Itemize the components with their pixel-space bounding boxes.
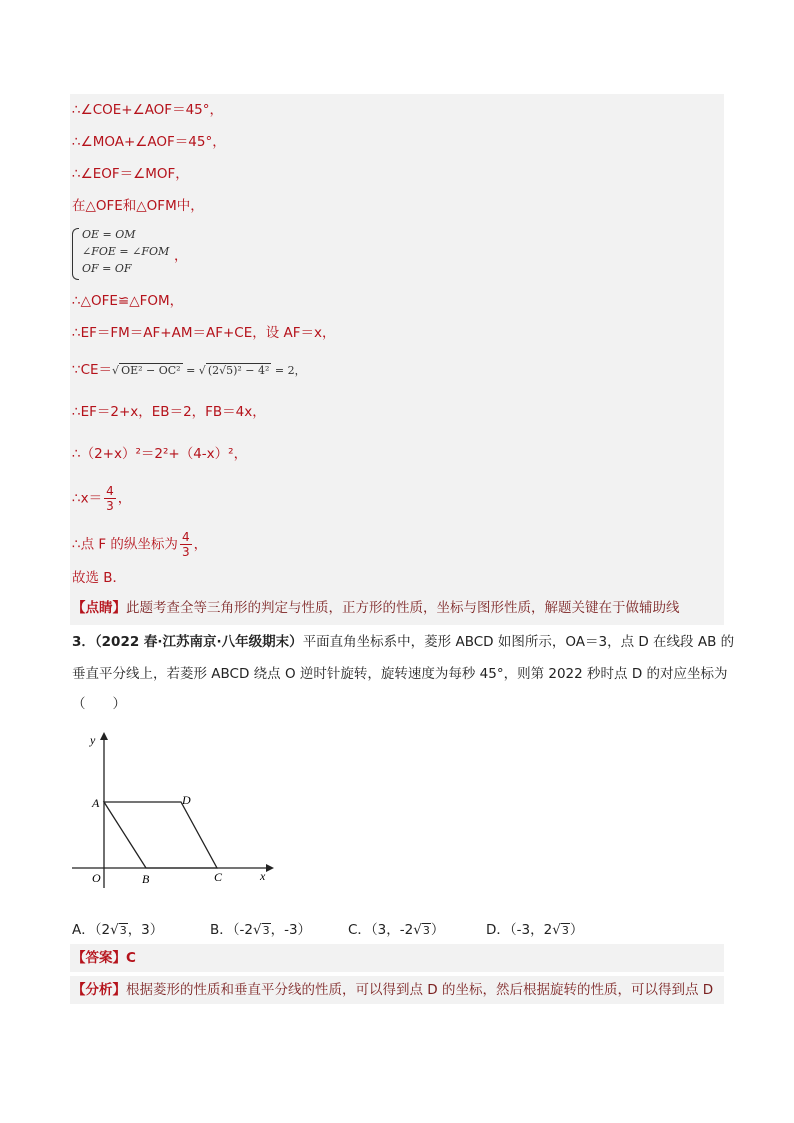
label-x: x	[260, 869, 266, 883]
line-7-prefix: ∵CE＝	[72, 362, 113, 378]
x-axis-arrow	[266, 864, 274, 872]
system-row-3: OF = OF	[82, 262, 132, 275]
solution-line-8: ∴EF＝2+x，EB＝2，FB＝4x，	[72, 404, 266, 420]
comment-line	[72, 598, 680, 618]
fraction-f-denominator: 3	[181, 545, 190, 559]
fraction-f-numerator: 4	[181, 530, 190, 544]
comment-tag: 【点睛】	[72, 600, 126, 616]
line-7-equals: =	[182, 364, 199, 377]
label-o: O	[92, 871, 101, 885]
analysis-tag: 【分析】	[72, 982, 126, 998]
answer-line	[72, 948, 136, 968]
system-comma: ，	[174, 248, 188, 264]
line-11-prefix: ∴点 F 的纵坐标为	[72, 536, 178, 553]
question-source: （2022 春·江苏南京·八年级期末）	[94, 634, 303, 650]
option-b-suffix: ，-3）	[270, 922, 312, 938]
label-a: A	[92, 796, 100, 810]
label-y: y	[90, 733, 96, 747]
rhombus-abcd	[104, 802, 217, 868]
solution-line-9: ∴（2+x）²＝2²+（4-x）²，	[72, 446, 248, 462]
option-d-suffix: ）	[569, 922, 584, 938]
fraction-f	[180, 530, 192, 559]
solution-line-5: ∴△OFE≌△FOM，	[72, 293, 184, 309]
label-b: B	[142, 872, 150, 886]
option-a-prefix: A．（2	[72, 922, 111, 938]
option-a-radicand: 3	[119, 924, 127, 937]
analysis-line	[72, 980, 713, 1000]
comment-text: 此题考查全等三角形的判定与性质，正方形的性质，坐标与图形性质，解题关键在于做辅助线	[126, 600, 680, 616]
solution-line-1: ∴∠COE+∠AOF＝45°，	[72, 102, 224, 118]
question-number: 3．	[72, 634, 95, 650]
solution-line-11	[72, 530, 207, 559]
radical-a: √ OE² − OC²	[112, 364, 181, 377]
system-row-2: ∠FOE = ∠FOM	[82, 245, 170, 258]
line-11-end: ，	[193, 536, 208, 553]
label-c: C	[214, 870, 223, 884]
radicand-a: OE² − OC²	[121, 364, 181, 377]
line-7-result: = 2，	[271, 364, 306, 377]
question-line-1	[72, 632, 734, 652]
analysis-text: 根据菱形的性质和垂直平分线的性质，可以得到点 D 的坐标，然后根据旋转的性质，可以得到点 D	[126, 982, 714, 998]
radical-b: √ (2√5)² − 4²	[198, 364, 270, 377]
solution-line-12: 故选 B．	[72, 570, 127, 586]
question-text-1: 平面直角坐标系中，菱形 ABCD 如图所示，OA＝3，点 D 在线段 AB 的	[302, 634, 735, 650]
option-c-prefix: C．（3，-2	[348, 922, 414, 938]
solution-line-10	[72, 484, 131, 513]
answer-value: C	[126, 950, 136, 966]
solution-line-7	[72, 360, 306, 381]
option-c[interactable]: C．（3，-2√3）	[348, 922, 445, 938]
line-10-prefix: ∴x＝	[72, 490, 103, 507]
rhombus-figure	[70, 728, 280, 890]
fraction-x-numerator: 4	[106, 484, 114, 498]
fraction-x	[104, 484, 116, 513]
option-b[interactable]: B．（-2√3，-3）	[210, 922, 312, 938]
answer-bar	[70, 944, 724, 972]
option-d-radicand: 3	[561, 924, 569, 937]
option-b-prefix: B．（-2	[210, 922, 253, 938]
label-d: D	[182, 793, 191, 807]
solution-line-6: ∴EF＝FM＝AF+AM＝AF+CE，设 AF＝x，	[72, 325, 336, 341]
system-brace	[72, 228, 79, 280]
line-10-end: ，	[117, 490, 132, 507]
system-row-1: OE = OM	[82, 228, 136, 241]
equation-system	[72, 228, 192, 278]
option-b-radicand: 3	[262, 924, 270, 937]
option-a-suffix: ，3）	[127, 922, 164, 938]
solution-line-4: 在△OFE和△OFM中，	[72, 198, 204, 214]
question-line-3: （ ）	[72, 696, 126, 712]
option-d-prefix: D．（-3，2	[486, 922, 553, 938]
solution-line-3: ∴∠EOF＝∠MOF，	[72, 166, 189, 182]
option-d[interactable]: D．（-3，2√3）	[486, 922, 584, 938]
option-c-radicand: 3	[422, 924, 430, 937]
y-axis-arrow	[100, 732, 108, 740]
option-c-suffix: ）	[430, 922, 445, 938]
solution-line-2: ∴∠MOA+∠AOF＝45°，	[72, 134, 226, 150]
answer-tag: 【答案】	[72, 950, 126, 966]
radicand-b: (2√5)² − 4²	[207, 364, 270, 377]
option-a[interactable]: A．（2√3，3）	[72, 922, 164, 938]
fraction-x-denominator: 3	[106, 499, 114, 513]
question-line-2: 垂直平分线上，若菱形 ABCD 绕点 O 逆时针旋转，旋转速度为每秒 45°，则第 2022 秒时点 D 的对应坐标为	[72, 666, 728, 682]
